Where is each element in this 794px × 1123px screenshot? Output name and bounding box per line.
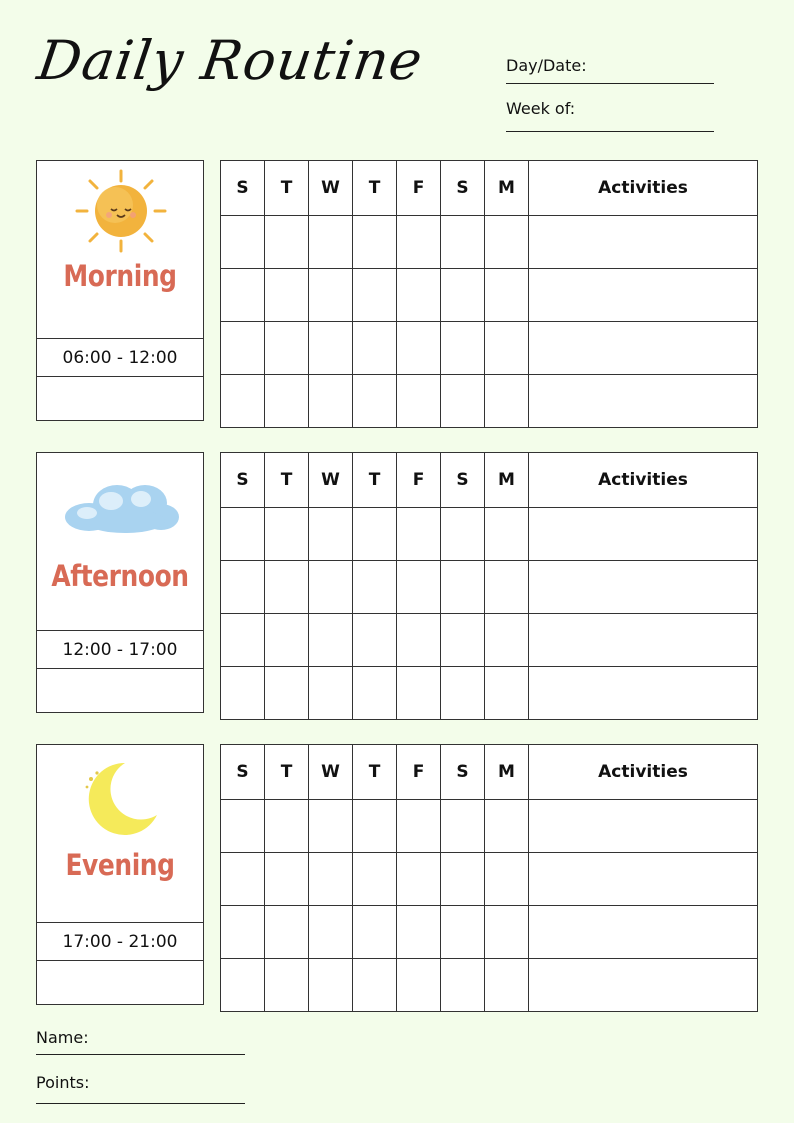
day-header: S bbox=[441, 453, 485, 508]
period-icon-area bbox=[37, 161, 203, 337]
week-of-label: Week of: bbox=[506, 99, 576, 118]
check-cell[interactable] bbox=[397, 216, 441, 269]
day-header: S bbox=[441, 745, 485, 800]
check-cell[interactable] bbox=[353, 269, 397, 322]
table-row bbox=[221, 906, 758, 959]
period-card bbox=[36, 452, 204, 713]
activity-grid bbox=[220, 160, 758, 428]
check-cell[interactable] bbox=[485, 959, 529, 1012]
check-cell[interactable] bbox=[309, 508, 353, 561]
check-cell[interactable] bbox=[221, 800, 265, 853]
activity-cell[interactable] bbox=[529, 216, 758, 269]
check-cell[interactable] bbox=[441, 959, 485, 1012]
activity-cell[interactable] bbox=[529, 508, 758, 561]
period-icon-area bbox=[37, 453, 203, 629]
period-name: Afternoon bbox=[51, 559, 189, 593]
day-header: S bbox=[221, 453, 265, 508]
check-cell[interactable] bbox=[221, 906, 265, 959]
check-cell[interactable] bbox=[441, 269, 485, 322]
check-cell[interactable] bbox=[353, 508, 397, 561]
day-header: T bbox=[265, 161, 309, 216]
cloud-icon bbox=[59, 477, 183, 537]
period-notes-box[interactable] bbox=[37, 669, 203, 712]
check-cell[interactable] bbox=[397, 269, 441, 322]
name-field[interactable] bbox=[36, 1028, 245, 1047]
check-cell[interactable] bbox=[309, 216, 353, 269]
check-cell[interactable] bbox=[309, 906, 353, 959]
day-header: T bbox=[353, 745, 397, 800]
check-cell[interactable] bbox=[353, 667, 397, 720]
day-header: F bbox=[397, 745, 441, 800]
check-cell[interactable] bbox=[265, 508, 309, 561]
period-name: Evening bbox=[65, 848, 175, 882]
period-notes-box[interactable] bbox=[37, 377, 203, 420]
check-cell[interactable] bbox=[265, 216, 309, 269]
activity-cell[interactable] bbox=[529, 561, 758, 614]
period-card bbox=[36, 160, 204, 421]
check-cell[interactable] bbox=[485, 800, 529, 853]
day-header: T bbox=[265, 453, 309, 508]
check-cell[interactable] bbox=[309, 959, 353, 1012]
check-cell[interactable] bbox=[485, 667, 529, 720]
day-header: W bbox=[309, 453, 353, 508]
section-morning bbox=[36, 160, 758, 428]
activity-cell[interactable] bbox=[529, 800, 758, 853]
check-cell[interactable] bbox=[441, 853, 485, 906]
day-header: S bbox=[221, 745, 265, 800]
check-cell[interactable] bbox=[221, 375, 265, 428]
activity-cell[interactable] bbox=[529, 375, 758, 428]
check-cell[interactable] bbox=[397, 800, 441, 853]
check-cell[interactable] bbox=[397, 906, 441, 959]
activity-cell[interactable] bbox=[529, 269, 758, 322]
activity-cell[interactable] bbox=[529, 667, 758, 720]
day-header: S bbox=[441, 161, 485, 216]
check-cell[interactable] bbox=[221, 959, 265, 1012]
period-icon-area bbox=[37, 745, 203, 921]
period-card bbox=[36, 744, 204, 1005]
activities-header: Activities bbox=[529, 161, 758, 216]
check-cell[interactable] bbox=[221, 561, 265, 614]
check-cell[interactable] bbox=[441, 216, 485, 269]
table-row bbox=[221, 322, 758, 375]
day-header: S bbox=[221, 161, 265, 216]
day-date-label: Day/Date: bbox=[506, 56, 587, 75]
points-field[interactable] bbox=[36, 1073, 245, 1092]
activities-header: Activities bbox=[529, 453, 758, 508]
check-cell[interactable] bbox=[353, 853, 397, 906]
period-time: 06:00 - 12:00 bbox=[37, 338, 203, 377]
day-header: M bbox=[485, 745, 529, 800]
name-label: Name: bbox=[36, 1028, 89, 1047]
table-row bbox=[221, 853, 758, 906]
check-cell[interactable] bbox=[265, 561, 309, 614]
check-cell[interactable] bbox=[397, 322, 441, 375]
check-cell[interactable] bbox=[397, 614, 441, 667]
check-cell[interactable] bbox=[441, 667, 485, 720]
day-header: F bbox=[397, 161, 441, 216]
check-cell[interactable] bbox=[353, 614, 397, 667]
day-header: T bbox=[353, 453, 397, 508]
check-cell[interactable] bbox=[309, 269, 353, 322]
check-cell[interactable] bbox=[353, 322, 397, 375]
check-cell[interactable] bbox=[485, 614, 529, 667]
table-row bbox=[221, 508, 758, 561]
period-time: 12:00 - 17:00 bbox=[37, 630, 203, 669]
check-cell[interactable] bbox=[309, 614, 353, 667]
check-cell[interactable] bbox=[221, 508, 265, 561]
check-cell[interactable] bbox=[265, 959, 309, 1012]
table-row bbox=[221, 561, 758, 614]
section-afternoon bbox=[36, 452, 758, 720]
points-label: Points: bbox=[36, 1073, 90, 1092]
activity-grid bbox=[220, 452, 758, 720]
check-cell[interactable] bbox=[353, 375, 397, 428]
check-cell[interactable] bbox=[309, 800, 353, 853]
activity-cell[interactable] bbox=[529, 853, 758, 906]
section-evening bbox=[36, 744, 758, 1012]
check-cell[interactable] bbox=[353, 561, 397, 614]
table-row bbox=[221, 800, 758, 853]
day-date-field[interactable] bbox=[506, 56, 714, 75]
check-cell[interactable] bbox=[353, 906, 397, 959]
check-cell[interactable] bbox=[485, 375, 529, 428]
week-of-field[interactable] bbox=[506, 99, 714, 118]
check-cell[interactable] bbox=[441, 614, 485, 667]
check-cell[interactable] bbox=[441, 508, 485, 561]
check-cell[interactable] bbox=[397, 561, 441, 614]
check-cell[interactable] bbox=[441, 322, 485, 375]
check-cell[interactable] bbox=[397, 853, 441, 906]
check-cell[interactable] bbox=[485, 322, 529, 375]
check-cell[interactable] bbox=[309, 853, 353, 906]
check-cell[interactable] bbox=[221, 667, 265, 720]
check-cell[interactable] bbox=[485, 269, 529, 322]
check-cell[interactable] bbox=[485, 508, 529, 561]
check-cell[interactable] bbox=[309, 322, 353, 375]
day-header: T bbox=[353, 161, 397, 216]
check-cell[interactable] bbox=[441, 800, 485, 853]
period-name: Morning bbox=[63, 259, 177, 293]
check-cell[interactable] bbox=[221, 853, 265, 906]
activity-grid bbox=[220, 744, 758, 1012]
check-cell[interactable] bbox=[265, 614, 309, 667]
check-cell[interactable] bbox=[353, 959, 397, 1012]
day-header: F bbox=[397, 453, 441, 508]
check-cell[interactable] bbox=[397, 959, 441, 1012]
check-cell[interactable] bbox=[353, 216, 397, 269]
sun-icon bbox=[71, 169, 171, 253]
points-line bbox=[36, 1103, 245, 1104]
check-cell[interactable] bbox=[441, 906, 485, 959]
check-cell[interactable] bbox=[309, 375, 353, 428]
check-cell[interactable] bbox=[441, 561, 485, 614]
check-cell[interactable] bbox=[265, 269, 309, 322]
day-header: T bbox=[265, 745, 309, 800]
period-time: 17:00 - 21:00 bbox=[37, 922, 203, 961]
check-cell[interactable] bbox=[309, 667, 353, 720]
moon-icon bbox=[77, 759, 165, 839]
check-cell[interactable] bbox=[485, 853, 529, 906]
activity-cell[interactable] bbox=[529, 906, 758, 959]
week-of-line bbox=[506, 131, 714, 132]
day-header: W bbox=[309, 745, 353, 800]
day-header: W bbox=[309, 161, 353, 216]
day-header: M bbox=[485, 161, 529, 216]
check-cell[interactable] bbox=[309, 561, 353, 614]
table-row bbox=[221, 959, 758, 1012]
activities-header: Activities bbox=[529, 745, 758, 800]
check-cell[interactable] bbox=[265, 906, 309, 959]
check-cell[interactable] bbox=[397, 508, 441, 561]
check-cell[interactable] bbox=[221, 614, 265, 667]
check-cell[interactable] bbox=[221, 269, 265, 322]
check-cell[interactable] bbox=[397, 375, 441, 428]
check-cell[interactable] bbox=[265, 853, 309, 906]
table-row bbox=[221, 216, 758, 269]
check-cell[interactable] bbox=[485, 561, 529, 614]
activity-cell[interactable] bbox=[529, 322, 758, 375]
day-date-line bbox=[506, 83, 714, 84]
check-cell[interactable] bbox=[485, 216, 529, 269]
check-cell[interactable] bbox=[441, 375, 485, 428]
table-row bbox=[221, 667, 758, 720]
day-header: M bbox=[485, 453, 529, 508]
table-row bbox=[221, 614, 758, 667]
table-row bbox=[221, 375, 758, 428]
check-cell[interactable] bbox=[265, 375, 309, 428]
check-cell[interactable] bbox=[485, 906, 529, 959]
check-cell[interactable] bbox=[265, 667, 309, 720]
page-title: Daily Routine bbox=[33, 29, 427, 92]
check-cell[interactable] bbox=[221, 216, 265, 269]
check-cell[interactable] bbox=[265, 322, 309, 375]
activity-cell[interactable] bbox=[529, 614, 758, 667]
check-cell[interactable] bbox=[397, 667, 441, 720]
period-notes-box[interactable] bbox=[37, 961, 203, 1004]
table-row bbox=[221, 269, 758, 322]
check-cell[interactable] bbox=[265, 800, 309, 853]
check-cell[interactable] bbox=[353, 800, 397, 853]
name-line bbox=[36, 1054, 245, 1055]
check-cell[interactable] bbox=[221, 322, 265, 375]
activity-cell[interactable] bbox=[529, 959, 758, 1012]
